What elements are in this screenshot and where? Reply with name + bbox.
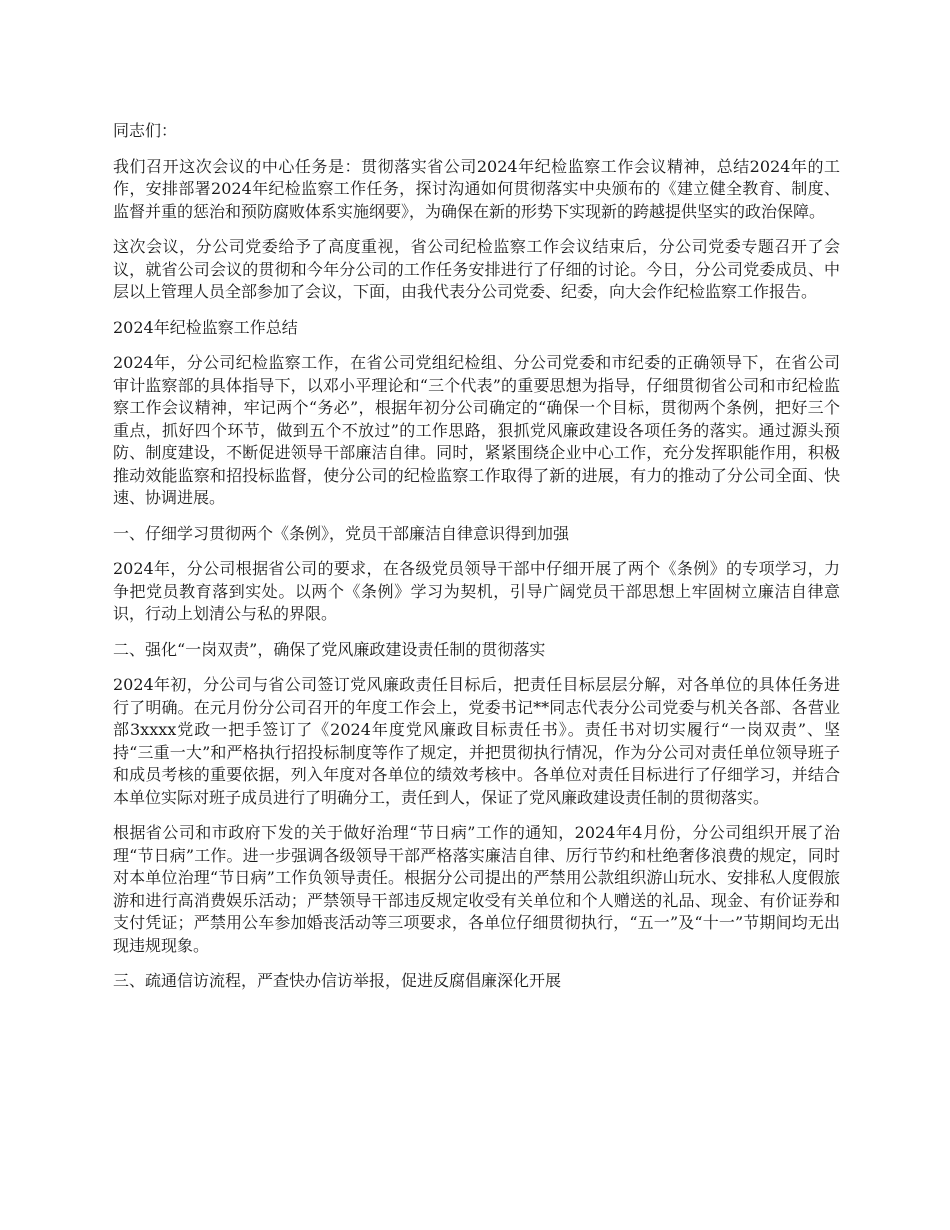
paragraph-summary: 2024年，分公司纪检监察工作，在省公司党组纪检组、分公司党委和市纪委的正确领导下，在省公司审计监察部的具体指导下，以邓小平理论和“三个代表”的重要思想为指导，仔细贯彻省公司和市纪检监察工作会议精神，牢记两个“务必”，根据年初分公司确定的“确保一个目标，贯彻两个条例，把好三个重点，抓好四个环节，做到五个不放过”的工作思路，狠抓党风廉政建设各项任务的落实。通过源头预防、制度建设，不断促进领导干部廉洁自律。同时，紧紧围绕企业中心工作，充分发挥职能作用，积极推动效能监察和招投标监督，使分公司的纪检监察工作取得了新的进展，有力的推动了分公司全面、快速、协调进展。	[113, 353, 840, 507]
section-heading-2: 二、强化“一岗双责”，确保了党风廉政建设责任制的贯彻落实	[113, 639, 546, 659]
paragraph-section-1: 2024年，分公司根据省公司的要求，在各级党员领导干部中仔细开展了两个《条例》的专项学习，力争把党员教育落到实处。以两个《条例》学习为契机，引导广阔党员干部思想上牢固树立廉洁自律意识，行动上划清公与私的界限。	[113, 559, 840, 623]
section-heading-3: 三、疏通信访流程，严查快办信访举报，促进反腐倡廉深化开展	[113, 971, 562, 990]
paragraph-meeting-purpose: 我们召开这次会议的中心任务是：贯彻落实省公司2024年纪检监察工作会议精神，总结2024年的工作，安排部署2024年纪检监察工作任务，探讨沟通如何贯彻落实中央颁布的《建立健全教育、制度、监督并重的惩治和预防腐败体系实施纲要》，为确保在新的形势下实现新的跨越提供坚实的政治保障。	[113, 156, 840, 221]
paragraph-section-2b: 根据省公司和市政府下发的关于做好治理“节日病”工作的通知，2024年4月份，分公司组织开展了治理“节日病”工作。进一步强调各级领导干部严格落实廉洁自律、厉行节约和杜绝奢侈浪费的规定，同时对本单位治理“节日病”工作负领导责任。根据分公司提出的严禁用公款组织游山玩水、安排私人度假旅游和进行高消费娱乐活动；严禁领导干部违反规定收受有关单位和个人赠送的礼品、现金、有价证券和支付凭证；严禁用公车参加婚丧活动等三项要求，各单位仔细贯彻执行，“五一”及“十一”节期间均无出现违规现象。	[113, 823, 840, 955]
paragraph-meeting-background: 这次会议，分公司党委给予了高度重视，省公司纪检监察工作会议结束后，分公司党委专题召开了会议，就省公司会议的贯彻和今年分公司的工作任务安排进行了仔细的讨论。今日，分公司党委成员、中层以上管理人员全部参加了会议，下面，由我代表分公司党委、纪委，向大会作纪检监察工作报告。	[113, 237, 840, 301]
section-title-summary: 2024年纪检监察工作总结	[113, 317, 298, 337]
document-body	[113, 120, 840, 1006]
paragraph-section-2a: 2024年初，分公司与省公司签订党风廉政责任目标后，把责任目标层层分解，对各单位的具体任务进行了明确。在元月份分公司召开的年度工作会上，党委书记**同志代表分公司党委与机关各部、各营业部3xxxx党政一把手签订了《2024年度党风廉政目标责任书》。责任书对切实履行“一岗双责”、坚持“三重一大”和严格执行招投标制度等作了规定，并把贯彻执行情况，作为分公司对责任单位领导班子和成员考核的重要依据，列入年度对各单位的绩效考核中。各单位对责任目标进行了仔细学习，并结合本单位实际对班子成员进行了明确分工，责任到人，保证了党风廉政建设责任制的贯彻落实。	[113, 675, 840, 807]
section-heading-1: 一、仔细学习贯彻两个《条例》，党员干部廉洁自律意识得到加强	[113, 523, 570, 543]
salutation: 同志们：	[113, 121, 178, 140]
